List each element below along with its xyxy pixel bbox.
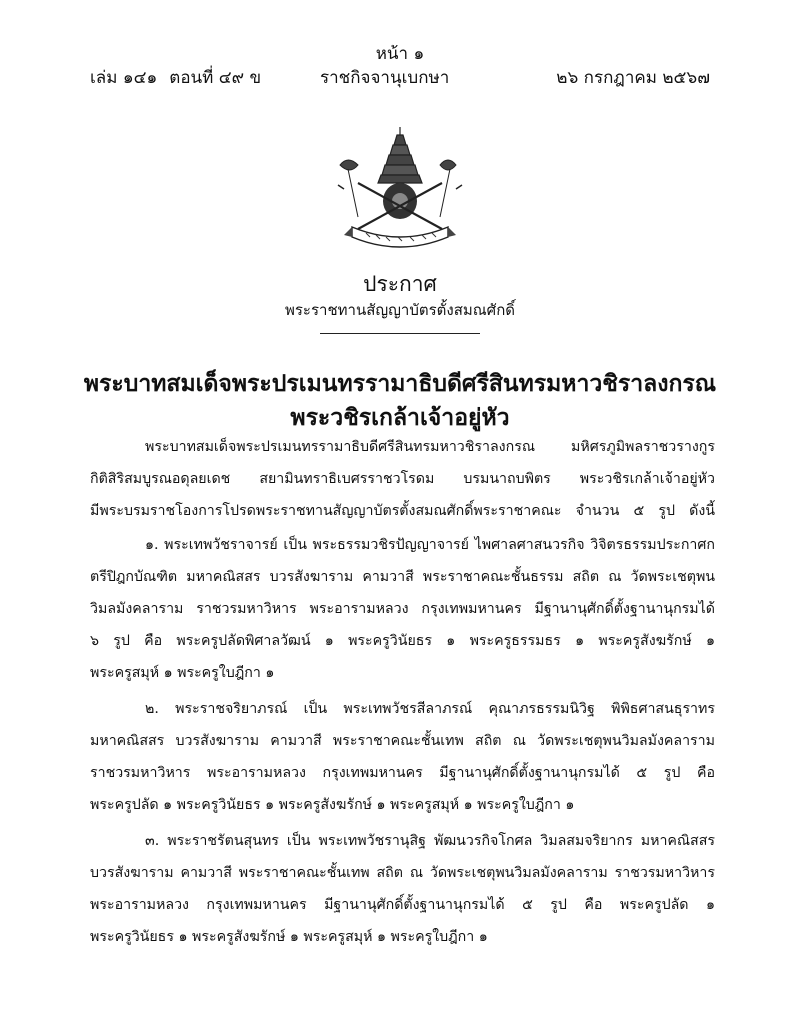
king-title-line-1: พระบาทสมเด็จพระปรเมนทรรามาธิบดีศรีสินทรมหาวชิราลงกรณ: [83, 370, 717, 397]
item-3-line: บวรสังฆาราม คามวาสี พระราชาคณะชั้นเทพ สถิต ณ วัดพระเชตุพนวิมลมังคลาราม ราชวรมหาวิหาร: [90, 865, 715, 881]
item-3-line: พระครูวินัยธร ๑ พระครูสังฆรักษ์ ๑ พระครูสมุห์ ๑ พระครูใบฎีกา ๑: [90, 929, 488, 945]
intro-line: มีพระบรมราชโองการโปรดพระราชทานสัญญาบัตรตั้งสมณศักดิ์พระราชาคณะ จำนวน ๕ รูป ดังนี้: [90, 503, 715, 519]
volume-number: เล่ม ๑๔๑: [90, 68, 158, 88]
item-2-line: ๒. พระราชจริยาภรณ์ เป็น พระเทพวัชรสีลาภรณ์ คุณาภรธรรมนิวิฐ พิพิธศาสนธุราทร: [145, 701, 715, 717]
king-title-line-2: พระวชิรเกล้าเจ้าอยู่หัว: [290, 404, 510, 431]
item-1-line: ๖ รูป คือ พระครูปลัดพิศาลวัฒน์ ๑ พระครูวินัยธร ๑ พระครูธรรมธร ๑ พระครูสังฆรักษ์ ๑: [90, 633, 715, 649]
item-2-line: มหาคณิสสร บวรสังฆาราม คามวาสี พระราชาคณะชั้นเทพ สถิต ณ วัดพระเชตุพนวิมลมังคลาราม: [90, 733, 715, 749]
item-2-line: พระครูปลัด ๑ พระครูวินัยธร ๑ พระครูสังฆรักษ์ ๑ พระครูสมุห์ ๑ พระครูใบฎีกา ๑: [90, 797, 575, 813]
royal-emblem-icon: [318, 125, 482, 250]
intro-line: พระบาทสมเด็จพระปรเมนทรรามาธิบดีศรีสินทรมหาวชิราลงกรณ มหิศรภูมิพลราชวรางกูร: [145, 439, 715, 455]
announcement-subtitle: พระราชทานสัญญาบัตรตั้งสมณศักดิ์: [284, 301, 516, 319]
item-1-line: ๑. พระเทพวัชราจารย์ เป็น พระธรรมวชิรปัญญาจารย์ ไพศาลศาสนวรกิจ วิจิตรธรรมประกาศก: [145, 537, 715, 553]
item-3-line: พระอารามหลวง กรุงเทพมหานคร มีฐานานุศักดิ์ตั้งฐานานุกรมได้ ๕ รูป คือ พระครูปลัด ๑: [90, 897, 715, 913]
announcement-title: ประกาศ: [363, 272, 437, 296]
page-number: หน้า ๑: [375, 44, 425, 64]
item-2-line: ราชวรมหาวิหาร พระอารามหลวง กรุงเทพมหานคร มีฐานานุศักดิ์ตั้งฐานานุกรมได้ ๕ รูป คือ: [90, 765, 715, 781]
title-divider: [320, 333, 480, 334]
item-1-line: พระครูสมุห์ ๑ พระครูใบฎีกา ๑: [90, 665, 275, 681]
intro-line: กิติสิริสมบูรณอดุลยเดช สยามินทราธิเบศรราชวโรดม บรมนาถบพิตร พระวชิรเกล้าเจ้าอยู่หัว: [90, 471, 715, 487]
gazette-name: ราชกิจจานุเบกษา: [320, 68, 450, 88]
section-number: ตอนที่ ๔๙ ข: [169, 68, 262, 88]
item-1-line: วิมลมังคลาราม ราชวรมหาวิหาร พระอารามหลวง กรุงเทพมหานคร มีฐานานุศักดิ์ตั้งฐานานุกรมได้: [90, 601, 715, 617]
publication-date: ๒๖ กรกฎาคม ๒๕๖๗: [556, 68, 710, 88]
item-1-line: ตรีปิฎกบัณฑิต มหาคณิสสร บวรสังฆาราม คามวาสี พระราชาคณะชั้นธรรม สถิต ณ วัดพระเชตุพน: [90, 569, 715, 585]
item-3-line: ๓. พระราชรัตนสุนทร เป็น พระเทพวัชรานุสิฐ พัฒนวรกิจโกศล วิมลสมจริยากร มหาคณิสสร: [145, 833, 715, 849]
gazette-header: [90, 64, 710, 88]
